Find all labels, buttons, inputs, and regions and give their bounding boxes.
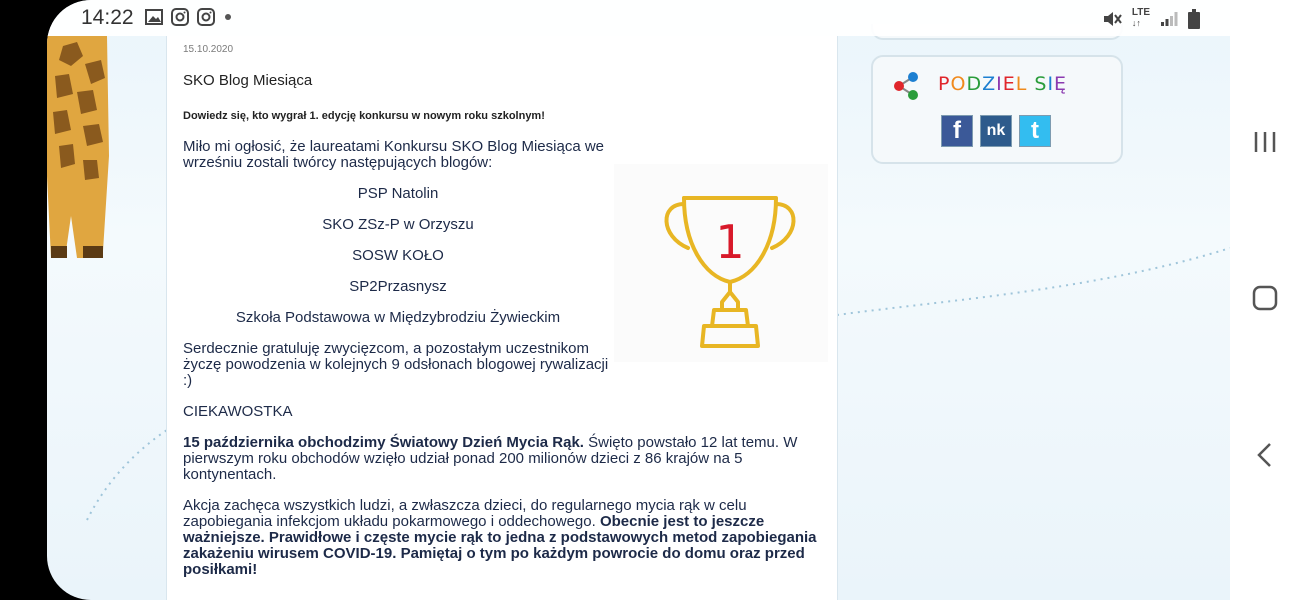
congrats-line-1: Serdecznie gratuluję zwycięzcom, a pozostałym uczestnikom <box>183 340 590 357</box>
navigation-bar <box>1230 0 1300 600</box>
intro-line-2: wrześniu zostali twórcy następujących blogów: <box>183 154 493 171</box>
fact-bold: 15 października obchodzimy Światowy Dzień Mycia Rąk. <box>183 434 584 451</box>
signal-icon <box>1160 11 1178 27</box>
instagram-icon <box>197 8 215 26</box>
fact-line-2: pierwszym roku obchodów wzięło udział ponad 200 milionów dzieci z 86 krajów na 5 <box>183 450 743 467</box>
image-icon <box>145 9 163 25</box>
status-bar <box>47 0 1230 36</box>
fact-line-3: kontynentach. <box>183 466 277 483</box>
share-widget <box>871 55 1123 164</box>
action-line-5: posiłkami! <box>183 561 258 578</box>
intro-line-1: Miło mi ogłosić, że laureatami Konkursu SKO Blog Miesiąca we <box>183 138 605 155</box>
congrats-line-3: :) <box>183 372 193 389</box>
trophy-number: 1 <box>715 215 745 269</box>
home-icon[interactable] <box>1252 285 1278 311</box>
recents-icon[interactable] <box>1252 130 1278 154</box>
back-icon[interactable] <box>1252 442 1278 468</box>
mute-icon <box>1102 10 1122 28</box>
twitter-button[interactable]: t <box>1019 115 1051 147</box>
winner-3: SOSW KOŁO <box>352 247 444 264</box>
trophy-icon <box>614 164 828 362</box>
trophy-image <box>614 164 828 362</box>
winner-2: SKO ZSz-P w Orzyszu <box>322 216 474 233</box>
giraffe-illustration <box>47 36 117 266</box>
fact-line-1 <box>183 435 797 451</box>
lte-icon: LTE ↓↑ <box>1131 7 1150 28</box>
action-bold: Obecnie jest to jeszcze <box>599 513 765 530</box>
action-line-4: zakażeniu wirusem COVID-19. Pamiętaj o tym po każdym powrocie do domu oraz przed <box>183 545 805 562</box>
share-icon <box>891 71 921 101</box>
fact-heading: CIEKAWOSTKA <box>183 403 293 420</box>
facebook-button[interactable]: f <box>941 115 973 147</box>
fact-rest: Święto powstało 12 lat temu. W <box>583 434 798 451</box>
congrats-line-2: życzę powodzenia w kolejnych 9 odsłonach blogowej rywalizacji <box>183 356 609 373</box>
nk-button[interactable]: nk <box>980 115 1012 147</box>
post-title: SKO Blog Miesiąca <box>183 72 313 89</box>
action-line-2 <box>183 514 764 530</box>
winner-1: PSP Natolin <box>357 185 439 202</box>
dot-icon <box>223 12 233 22</box>
action-line-1: Akcja zachęca wszystkich ludzi, a zwłaszcza dzieci, do regularnego mycia rąk w celu <box>183 497 747 514</box>
share-title: PODZIEL SIĘ <box>938 73 1068 95</box>
browser-screen <box>47 0 1230 600</box>
post-date: 15.10.2020 <box>183 44 234 55</box>
action-line-3: ważniejsze. Prawidłowe i częste mycie rąk to jedna z podstawowych metod zapobiegania <box>183 529 817 546</box>
winner-5: Szkoła Podstawowa w Międzybrodziu Żywieckim <box>235 309 561 326</box>
battery-icon <box>1188 9 1200 29</box>
action-regular: zapobiegania infekcjom układu pokarmowego i oddechowego. <box>183 513 600 530</box>
blog-post <box>166 36 838 600</box>
winner-4: SP2Przasnysz <box>349 278 447 295</box>
instagram-icon <box>171 8 189 26</box>
status-clock: 14:22 <box>81 6 134 29</box>
post-lead: Dowiedz się, kto wygrał 1. edycję konkursu w nowym roku szkolnym! <box>183 110 545 122</box>
